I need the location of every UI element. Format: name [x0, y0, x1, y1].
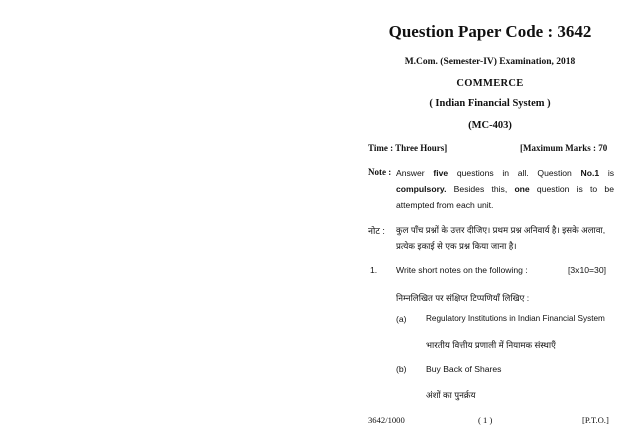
note-text-part: Answer	[396, 168, 434, 178]
note-text-part: question is to be attempted from each unit.	[396, 184, 614, 210]
part-b-text: Buy Back of Shares	[426, 364, 502, 374]
footer-page-number: ( 1 )	[478, 415, 493, 425]
note-text	[396, 165, 614, 213]
note-label: Note :	[368, 167, 392, 177]
question-marks: [3x10=30]	[568, 265, 606, 275]
part-a-text-hindi: भारतीय वित्तीय प्रणाली में नियामक संस्थाएँ	[426, 340, 556, 350]
note-bold-five: five	[433, 168, 449, 178]
footer-pto: [P.T.O.]	[582, 415, 609, 425]
part-a-text: Regulatory Institutions in Indian Financial System	[426, 314, 605, 323]
note-bold-question-number: No.1	[580, 168, 600, 178]
question-text-hindi: निम्नलिखित पर संक्षिप्त टिप्पणियाँ लिखिए :	[396, 293, 530, 303]
subject-heading: COMMERCE	[456, 78, 524, 89]
maximum-marks: [Maximum Marks : 70	[520, 143, 608, 153]
exam-line: M.Com. (Semester-IV) Examination, 2018	[404, 57, 576, 67]
note-text-part: Besides this,	[446, 184, 515, 194]
question-paper-code-title: Question Paper Code : 3642	[388, 22, 592, 41]
part-b-text-hindi: अंशों का पुनर्क्रय	[426, 390, 476, 400]
note-text-part: questions in all. Question	[448, 168, 581, 178]
paper-title: ( Indian Financial System )	[429, 98, 551, 109]
part-b-label: (b)	[396, 364, 407, 374]
question-text: Write short notes on the following :	[396, 265, 528, 275]
footer-paper-code: 3642/1000	[368, 415, 405, 425]
hindi-note-text: कुल पाँच प्रश्नों के उत्तर दीजिए। प्रथम प्रश्न अनिवार्य है। इसके अलावा, प्रत्येक इकाई से एक प्रश्न किया जाना है।	[396, 225, 606, 251]
part-a-label: (a)	[396, 314, 407, 324]
hindi-note-label: नोट :	[368, 226, 385, 236]
note-bold-compulsory: compulsory.	[396, 184, 447, 194]
time-allowed: Time : Three Hours]	[368, 143, 448, 153]
question-number: 1.	[370, 265, 378, 275]
note-bold-one: one	[514, 184, 530, 194]
note-text-part: is	[599, 168, 615, 178]
course-code: (MC-403)	[468, 120, 512, 131]
